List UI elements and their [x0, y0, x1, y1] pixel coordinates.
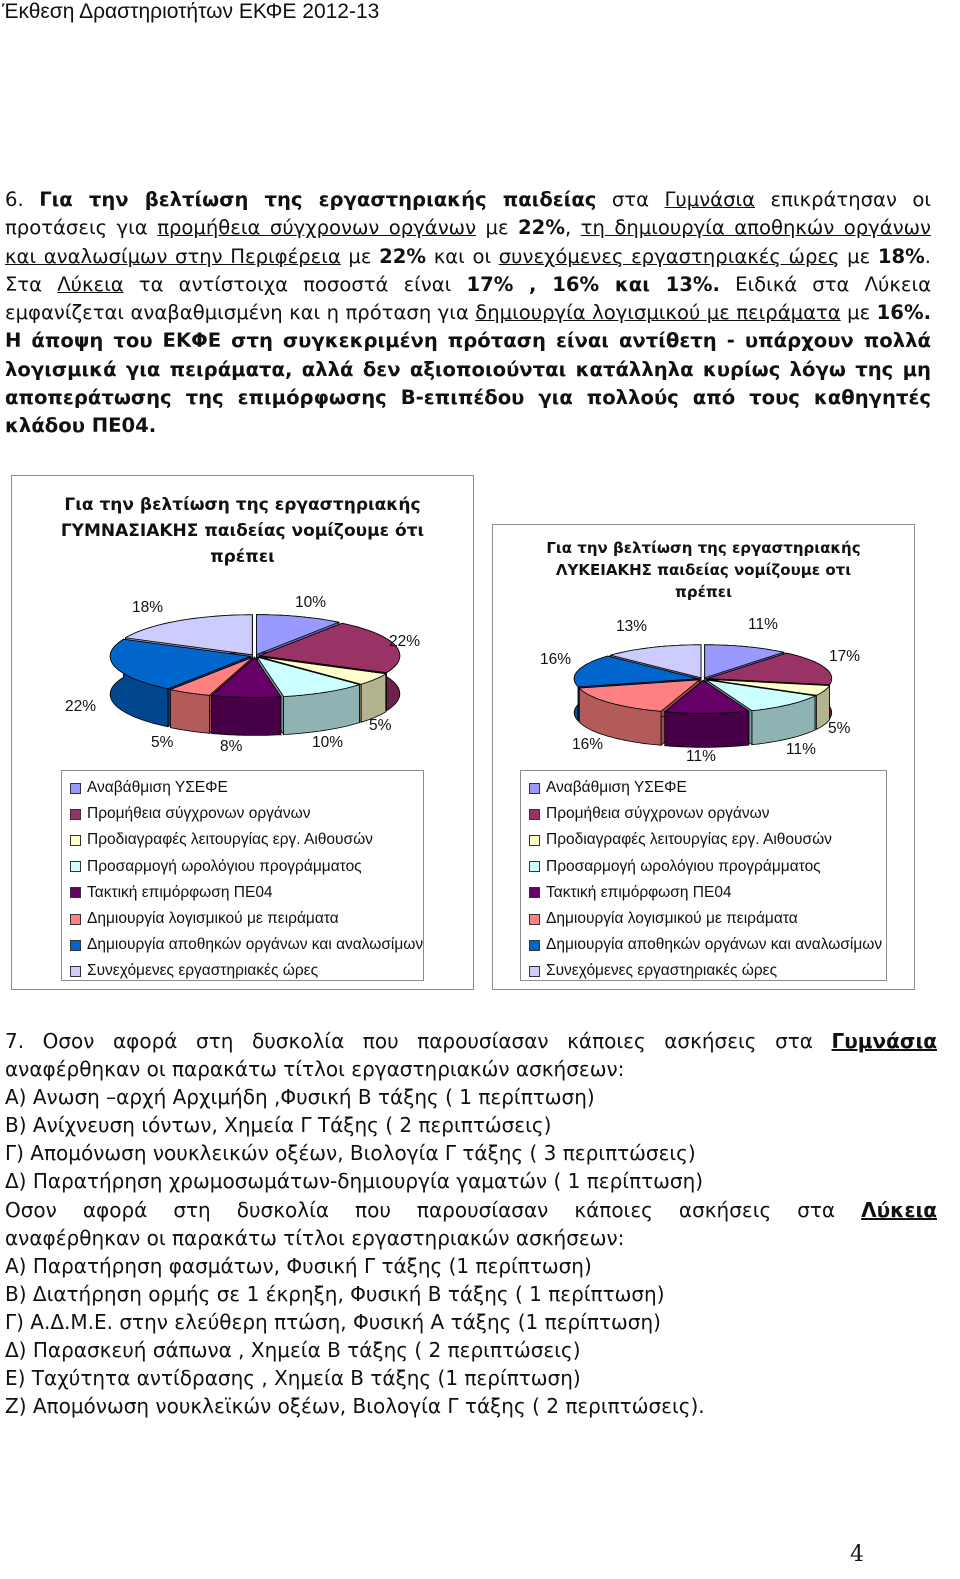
legend-item: [529, 958, 886, 984]
pie-label: 11%: [786, 741, 816, 758]
pct-storage: 22%: [379, 244, 427, 268]
text-run: Ειδικά στα Λύκεια εμφανίζεται αναβαθμισμένη και η πρόταση για: [5, 272, 931, 325]
legend-item: [70, 775, 423, 801]
legend-item: [70, 958, 423, 984]
legend-item: [529, 932, 886, 958]
legend-label: Δημιουργία λογισμικού με πειράματα: [546, 910, 798, 928]
chart-title: Για την βελτίωση της εργαστηριακής ΓΥΜΝΑΣΙΑΚΗΣ παιδείας νομίζουμε ότι πρέπει: [60, 495, 425, 567]
legend-swatch: [529, 966, 540, 977]
section-7-line: αναφέρθηκαν οι παρακάτω τίτλοι εργαστηριακών ασκήσεων:: [5, 1225, 625, 1250]
list-item: Ε) Ταχύτητα αντίδρασης , Χημεία Β τάξης (1 περίπτωση): [5, 1366, 581, 1391]
text-run: με: [340, 244, 380, 268]
legend-label: Συνεχόμενες εργαστηριακές ώρες: [87, 962, 319, 980]
legend-swatch: [70, 966, 81, 977]
lyceum-exercises-list: [5, 1252, 937, 1421]
text-run: . Στα: [5, 244, 931, 296]
text-run: Οσον αφορά στη δυσκολία που παρουσίασαν κάποιες ασκήσεις στα: [5, 1197, 862, 1222]
section-6-intro: Για την βελτίωση της εργαστηριακής παιδείας: [39, 188, 597, 211]
legend-label: Δημιουργία αποθηκών οργάνων και αναλωσίμων: [546, 936, 883, 954]
legend-item: [70, 854, 423, 880]
gymnasium-exercises-list: [5, 1083, 937, 1195]
legend-label: Δημιουργία λογισμικού με πειράματα: [87, 910, 339, 928]
pie-slice-side: [665, 711, 749, 747]
page-header-title: Έκθεση Δραστηριοτήτων ΕΚΦΕ 2012-13: [2, 0, 380, 23]
lyceum-pie-chart: [492, 524, 915, 990]
gymnasia-heading: Γυμνάσια: [831, 1029, 937, 1053]
pie-label: 5%: [151, 734, 174, 751]
legend-label: Προδιαγραφές λειτουργίας εργ. Αιθουσών: [546, 831, 832, 849]
legend-label: Προσαρμογή ωρολόγιου προγράμματος: [546, 857, 821, 875]
text-run: ,: [564, 216, 581, 240]
legend-label: Προμήθεια σύγχρονων οργάνων: [87, 805, 311, 823]
pie-label: 16%: [572, 736, 604, 753]
list-item: Γ) Απομόνωση νουκλεικών οξέων, Βιολογία Γ τάξης ( 3 περιπτώσεις): [5, 1141, 696, 1166]
pie-label: 22%: [65, 698, 97, 715]
pct-lykeia: 17% , 16% και 13%.: [466, 272, 720, 296]
list-item: Γ) Α.Δ.Μ.Ε. στην ελεύθερη πτώση, Φυσική Α τάξης (1 περίπτωση): [5, 1309, 661, 1334]
pie-label: 22%: [389, 633, 421, 650]
pie-label: 13%: [616, 618, 648, 635]
lyceum-legend: [520, 770, 887, 981]
list-item: Β) Ανίχνευση ιόντων, Χημεία Γ Τάξης ( 2 περιπτώσεις): [5, 1113, 552, 1138]
text-run: στα: [596, 188, 665, 211]
list-item: Α) Παρατήρηση φασμάτων, Φυσική Γ τάξης (1 περίπτωση): [5, 1253, 592, 1278]
list-item: Α) Ανωση –αρχή Αρχιμήδη ,Φυσική Β τάξης ( 1 περίπτωση): [5, 1085, 595, 1110]
legend-item: [529, 880, 886, 906]
pie-label: 18%: [132, 599, 164, 616]
pct-software: 16%.: [876, 301, 932, 325]
legend-label: Αναβάθμιση ΥΣΕΦΕ: [546, 779, 687, 797]
legend-swatch: [529, 887, 540, 898]
text-run: επικράτησαν οι προτάσεις για: [5, 188, 932, 240]
legend-swatch: [529, 861, 540, 872]
software-proposal: δημιουργία λογισμικού με πειράματα: [475, 301, 841, 325]
pie-label: 10%: [312, 734, 344, 751]
legend-item: [70, 932, 423, 958]
text-run: με: [476, 216, 519, 240]
text-run: τα αντίστοιχα ποσοστά είναι: [123, 272, 467, 296]
section-7-line: [5, 1196, 937, 1224]
lykeia-link: Λύκεια: [57, 272, 124, 296]
pie-slice-side: [211, 696, 281, 736]
lykeia-heading: Λύκεια: [861, 1197, 937, 1222]
section-7-line: αναφέρθηκαν οι παρακάτω τίτλοι εργαστηριακών ασκήσεων:: [5, 1057, 625, 1082]
legend-swatch: [529, 914, 540, 925]
pie-label: 8%: [220, 738, 243, 755]
list-item: Β) Διατήρηση ορμής σε 1 έκρηξη, Φυσική Β τάξης ( 1 περίπτωση): [5, 1281, 665, 1306]
legend-swatch: [70, 914, 81, 925]
legend-swatch: [529, 940, 540, 951]
list-item: Δ) Παρατήρηση χρωμοσωμάτων-δημιουργία γαματών ( 1 περίπτωση): [5, 1169, 704, 1194]
legend-swatch: [70, 783, 81, 794]
gymnasium-pie-svg: [12, 476, 473, 776]
text-run: και οι: [426, 244, 499, 268]
legend-label: Προμήθεια σύγχρονων οργάνων: [546, 805, 770, 823]
legend-item: [70, 827, 423, 853]
list-item: Δ) Παρασκευή σάπωνα , Χημεία Β τάξης ( 2 περιπτώσεις): [5, 1338, 581, 1363]
legend-label: Προδιαγραφές λειτουργίας εργ. Αιθουσών: [87, 831, 373, 849]
legend-swatch: [529, 835, 540, 846]
legend-item: [70, 801, 423, 827]
section-7-paragraph: [5, 1027, 937, 1420]
legend-label: Τακτική επιμόρφωση ΠΕ04: [87, 883, 273, 901]
legend-item: [529, 827, 886, 853]
legend-label: Συνεχόμενες εργαστηριακές ώρες: [546, 962, 778, 980]
legend-label: Δημιουργία αποθηκών οργάνων και αναλωσίμων: [87, 936, 424, 954]
pie-slice-side: [170, 690, 209, 734]
pie-label: 5%: [828, 720, 851, 737]
storage-proposal: τη δημιουργία αποθηκών οργάνων και αναλωσίμων στην Περιφέρεια: [5, 216, 931, 268]
legend-item: [70, 880, 423, 906]
section-6-number: 6.: [5, 188, 24, 211]
legend-swatch: [70, 861, 81, 872]
gymnasium-pie-chart: [11, 475, 474, 990]
pie-label: 17%: [829, 648, 861, 665]
pie-label: 16%: [540, 651, 572, 668]
pie-label: 5%: [369, 717, 392, 734]
continuous-hours-proposal: συνεχόμενες εργαστηριακές ώρες: [498, 244, 840, 268]
legend-item: [529, 906, 886, 932]
legend-swatch: [529, 809, 540, 820]
text-run: με: [840, 301, 877, 325]
ekfe-opinion: Η άποψη του ΕΚΦΕ στη συγκεκριμένη πρόταση είναι αντίθετη - υπάρχουν πολλά λογισμικά για πειράματα, αλλά δεν αξιοποιούνται κατάλληλα κυρίως λόγω της μη απoπεράτωσης της επιμόρφωσης Β-επιπέδου για πολλούς από τους καθηγητές κλάδου ΠΕ04.: [5, 329, 931, 438]
legend-item: [529, 775, 886, 801]
section-7-line: [5, 1027, 937, 1055]
text-run: με: [839, 244, 878, 268]
legend-swatch: [70, 887, 81, 898]
legend-item: [529, 801, 886, 827]
pie-label: 10%: [295, 594, 327, 611]
section-6-paragraph: [5, 186, 931, 441]
legend-label: Τακτική επιμόρφωση ΠΕ04: [546, 883, 732, 901]
pct-instruments: 22%: [518, 216, 565, 240]
chart-title: Για την βελτίωση της εργαστηριακής ΛΥΚΕΙΑΚΗΣ παιδείας νομίζουμε οτι πρέπει: [546, 539, 861, 601]
pie-label: 11%: [748, 616, 778, 633]
page-number: 4: [850, 1542, 864, 1567]
legend-swatch: [70, 835, 81, 846]
gymnasium-legend: [61, 770, 424, 981]
legend-label: Αναβάθμιση ΥΣΕΦΕ: [87, 779, 228, 797]
gymnasia-link: Γυμνάσια: [664, 188, 756, 211]
legend-label: Προσαρμογή ωρολόγιου προγράμματος: [87, 857, 362, 875]
instruments-proposal: προμήθεια σύγχρονων οργάνων: [157, 216, 477, 240]
pie-label: 11%: [686, 748, 716, 765]
legend-swatch: [70, 940, 81, 951]
text-run: 7. Οσον αφορά στη δυσκολία που παρουσίασαν κάποιες ασκήσεις στα: [5, 1029, 832, 1053]
list-item: Ζ) Απομόνωση νουκλεϊκών οξέων, Βιολογία Γ τάξης ( 2 περιπτώσεις).: [5, 1394, 705, 1419]
legend-swatch: [70, 809, 81, 820]
legend-item: [70, 906, 423, 932]
pct-continuous: 18%: [877, 244, 925, 268]
legend-item: [529, 854, 886, 880]
legend-swatch: [529, 783, 540, 794]
